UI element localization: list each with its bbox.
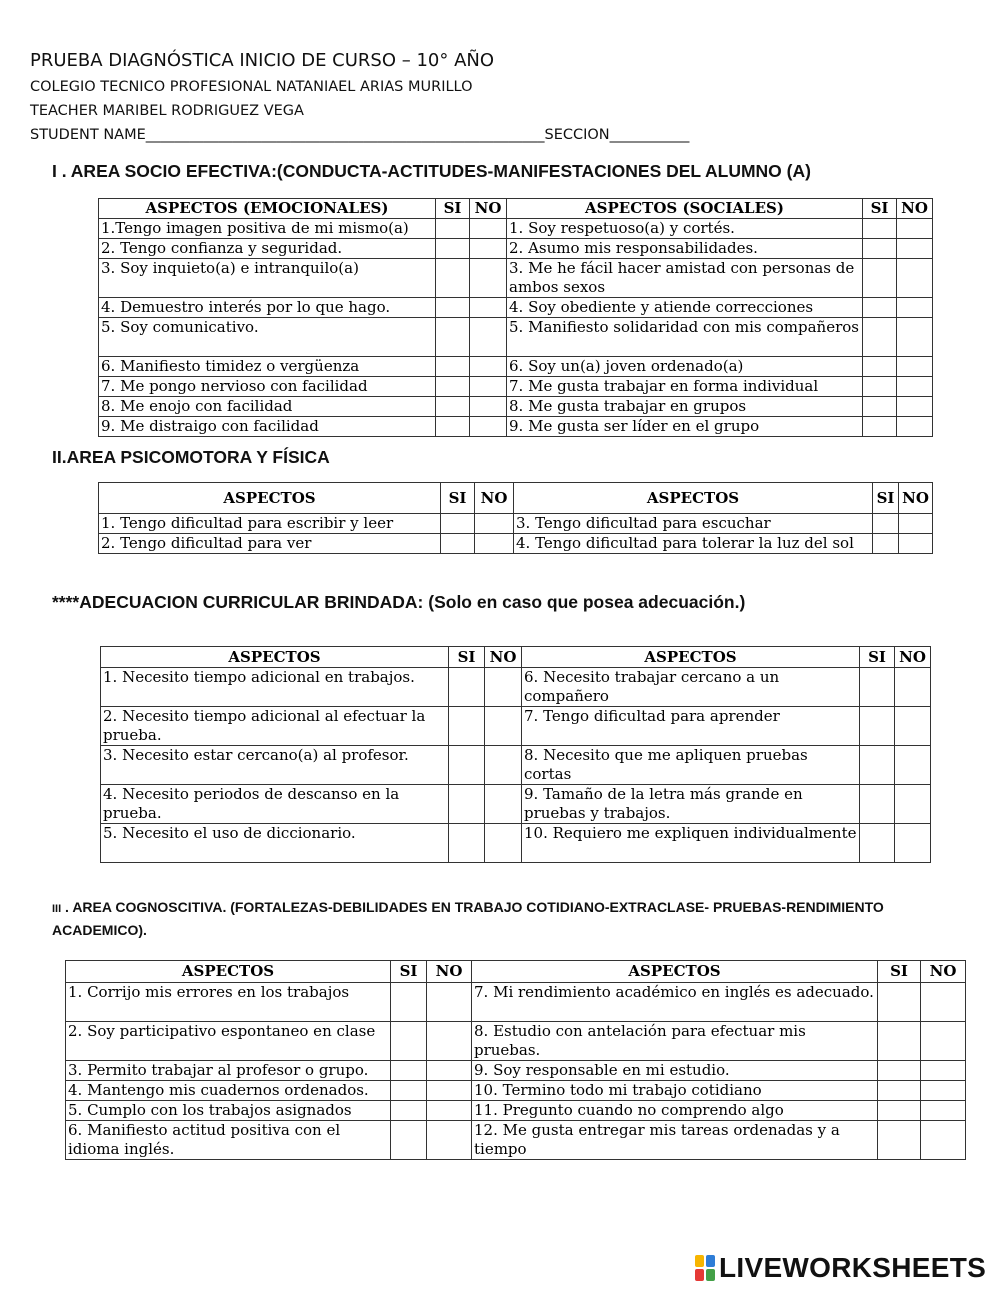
column-header-si: SI <box>391 961 427 983</box>
table-row <box>99 357 933 377</box>
si-checkbox[interactable] <box>863 298 897 318</box>
si-checkbox[interactable] <box>391 1022 427 1061</box>
table-row <box>66 1061 966 1081</box>
teacher-name: TEACHER MARIBEL RODRIGUEZ VEGA <box>30 103 304 119</box>
table-row <box>99 318 933 357</box>
section-number: III <box>52 903 62 915</box>
no-checkbox[interactable] <box>485 668 522 707</box>
aspect-cell: 9. Tamaño de la letra más grande en pruebas y trabajos. <box>522 785 860 824</box>
school-name: COLEGIO TECNICO PROFESIONAL NATANIAEL ARIAS MURILLO <box>30 79 473 95</box>
no-checkbox[interactable] <box>897 377 933 397</box>
column-header-si: SI <box>878 961 921 983</box>
column-header-no: NO <box>427 961 472 983</box>
aspect-cell: 6. Manifiesto timidez o vergüenza <box>99 357 436 377</box>
column-header: ASPECTOS <box>66 961 391 983</box>
si-checkbox[interactable] <box>863 219 897 239</box>
aspect-cell: 4. Demuestro interés por lo que hago. <box>99 298 436 318</box>
si-checkbox[interactable] <box>878 1121 921 1160</box>
no-checkbox[interactable] <box>485 824 522 863</box>
column-header: ASPECTOS <box>99 483 441 514</box>
no-checkbox[interactable] <box>921 1081 966 1101</box>
column-header: ASPECTOS (EMOCIONALES) <box>99 199 436 219</box>
si-checkbox[interactable] <box>436 318 470 357</box>
section-socio-efectiva-title: I . AREA SOCIO EFECTIVA:(CONDUCTA-ACTITUDES-MANIFESTACIONES DEL ALUMNO (A) <box>52 161 811 181</box>
no-checkbox[interactable] <box>470 239 507 259</box>
aspect-cell: 1. Tengo dificultad para escribir y leer <box>99 514 441 534</box>
aspect-cell: 6. Soy un(a) joven ordenado(a) <box>507 357 863 377</box>
si-checkbox[interactable] <box>391 1081 427 1101</box>
si-checkbox[interactable] <box>391 983 427 1022</box>
column-header: ASPECTOS <box>101 647 449 668</box>
no-checkbox[interactable] <box>897 417 933 437</box>
column-header: ASPECTOS (SOCIALES) <box>507 199 863 219</box>
table-row <box>99 298 933 318</box>
column-header-no: NO <box>897 199 933 219</box>
aspect-cell: 3. Tengo dificultad para escuchar <box>514 514 873 534</box>
no-checkbox[interactable] <box>427 983 472 1022</box>
column-header-si: SI <box>449 647 485 668</box>
no-checkbox[interactable] <box>485 785 522 824</box>
aspect-cell: 2. Soy participativo espontaneo en clase <box>66 1022 391 1061</box>
aspect-cell: 4. Necesito periodos de descanso en la prueba. <box>101 785 449 824</box>
no-checkbox[interactable] <box>427 1101 472 1121</box>
table-row <box>99 417 933 437</box>
aspect-cell: 5. Manifiesto solidaridad con mis compañeros <box>507 318 863 357</box>
no-checkbox[interactable] <box>470 357 507 377</box>
no-checkbox[interactable] <box>470 377 507 397</box>
no-checkbox[interactable] <box>899 534 933 554</box>
no-checkbox[interactable] <box>427 1121 472 1160</box>
no-checkbox[interactable] <box>895 746 931 785</box>
si-checkbox[interactable] <box>436 298 470 318</box>
si-checkbox[interactable] <box>436 219 470 239</box>
aspect-cell: 4. Mantengo mis cuadernos ordenados. <box>66 1081 391 1101</box>
si-checkbox[interactable] <box>878 1081 921 1101</box>
no-checkbox[interactable] <box>470 298 507 318</box>
no-checkbox[interactable] <box>470 219 507 239</box>
no-checkbox[interactable] <box>470 318 507 357</box>
aspect-cell: 9. Soy responsable en mi estudio. <box>472 1061 878 1081</box>
table-header-row <box>66 961 966 983</box>
column-header: ASPECTOS <box>522 647 860 668</box>
aspect-cell: 3. Soy inquieto(a) e intranquilo(a) <box>99 259 436 298</box>
worksheet-title: PRUEBA DIAGNÓSTICA INICIO DE CURSO – 10° AÑO <box>30 50 495 71</box>
column-header-si: SI <box>436 199 470 219</box>
column-header-no: NO <box>921 961 966 983</box>
student-name-line: STUDENT NAME_______________________________________________________SECCION___________ <box>30 127 690 143</box>
no-checkbox[interactable] <box>899 514 933 534</box>
aspect-cell: 9. Me gusta ser líder en el grupo <box>507 417 863 437</box>
column-header-si: SI <box>441 483 475 514</box>
no-checkbox[interactable] <box>485 746 522 785</box>
si-checkbox[interactable] <box>873 514 899 534</box>
aspect-cell: 3. Permito trabajar al profesor o grupo. <box>66 1061 391 1081</box>
no-checkbox[interactable] <box>895 785 931 824</box>
aspect-cell: 7. Tengo dificultad para aprender <box>522 707 860 746</box>
si-checkbox[interactable] <box>449 707 485 746</box>
column-header-si: SI <box>863 199 897 219</box>
aspect-cell: 11. Pregunto cuando no comprendo algo <box>472 1101 878 1121</box>
aspect-cell: 7. Me gusta trabajar en forma individual <box>507 377 863 397</box>
logo-tile <box>695 1255 704 1267</box>
si-checkbox[interactable] <box>449 824 485 863</box>
column-header-si: SI <box>860 647 895 668</box>
aspect-cell: 8. Me gusta trabajar en grupos <box>507 397 863 417</box>
aspect-cell: 8. Estudio con antelación para efectuar mis pruebas. <box>472 1022 878 1061</box>
table-row <box>99 514 933 534</box>
table-row <box>101 785 931 824</box>
table-row <box>99 534 933 554</box>
no-checkbox[interactable] <box>427 1022 472 1061</box>
column-header-si: SI <box>873 483 899 514</box>
no-checkbox[interactable] <box>427 1061 472 1081</box>
si-checkbox[interactable] <box>436 417 470 437</box>
table-header-row <box>99 199 933 219</box>
aspect-cell: 4. Tengo dificultad para tolerar la luz del sol <box>514 534 873 554</box>
no-checkbox[interactable] <box>895 707 931 746</box>
si-checkbox[interactable] <box>449 668 485 707</box>
si-checkbox[interactable] <box>873 534 899 554</box>
aspect-cell: 1. Soy respetuoso(a) y cortés. <box>507 219 863 239</box>
no-checkbox[interactable] <box>897 239 933 259</box>
table-row <box>101 707 931 746</box>
si-checkbox[interactable] <box>441 534 475 554</box>
table-header-row <box>99 483 933 514</box>
no-checkbox[interactable] <box>470 397 507 417</box>
section-title-text: . AREA COGNOSCITIVA. (FORTALEZAS-DEBILIDADES EN TRABAJO COTIDIANO-EXTRACLASE- PRUEBAS-RENDIMIENTO ACADEMICO). <box>52 899 884 938</box>
si-checkbox[interactable] <box>436 357 470 377</box>
aspect-cell: 7. Mi rendimiento académico en inglés es adecuado. <box>472 983 878 1022</box>
aspect-cell: 10. Requiero me expliquen individualmente <box>522 824 860 863</box>
aspect-cell: 3. Necesito estar cercano(a) al profesor. <box>101 746 449 785</box>
aspect-cell: 2. Asumo mis responsabilidades. <box>507 239 863 259</box>
socio-efectiva-table <box>98 198 933 437</box>
column-header: ASPECTOS <box>472 961 878 983</box>
no-checkbox[interactable] <box>897 298 933 318</box>
table-row <box>99 377 933 397</box>
no-checkbox[interactable] <box>897 318 933 357</box>
table-row <box>66 983 966 1022</box>
si-checkbox[interactable] <box>436 397 470 417</box>
no-checkbox[interactable] <box>921 1022 966 1061</box>
aspect-cell: 6. Manifiesto actitud positiva con el idioma inglés. <box>66 1121 391 1160</box>
si-checkbox[interactable] <box>860 707 895 746</box>
table-row <box>66 1022 966 1061</box>
table-row <box>99 397 933 417</box>
si-checkbox[interactable] <box>863 357 897 377</box>
aspect-cell: 10. Termino todo mi trabajo cotidiano <box>472 1081 878 1101</box>
si-checkbox[interactable] <box>436 239 470 259</box>
section-adecuacion-title: ****ADECUACION CURRICULAR BRINDADA: (Solo en caso que posea adecuación.) <box>52 592 746 612</box>
aspect-cell: 1.Tengo imagen positiva de mi mismo(a) <box>99 219 436 239</box>
si-checkbox[interactable] <box>860 824 895 863</box>
aspect-cell: 8. Me enojo con facilidad <box>99 397 436 417</box>
si-checkbox[interactable] <box>878 1022 921 1061</box>
no-checkbox[interactable] <box>921 1061 966 1081</box>
brand-name: LIVEWORKSHEETS <box>719 1252 987 1283</box>
no-checkbox[interactable] <box>470 259 507 298</box>
si-checkbox[interactable] <box>863 318 897 357</box>
adecuacion-table <box>100 646 931 863</box>
aspect-cell: 2. Tengo dificultad para ver <box>99 534 441 554</box>
no-checkbox[interactable] <box>897 219 933 239</box>
table-row <box>66 1121 966 1160</box>
logo-tile <box>695 1269 704 1281</box>
table-row <box>99 259 933 298</box>
si-checkbox[interactable] <box>878 1061 921 1081</box>
si-checkbox[interactable] <box>863 239 897 259</box>
liveworksheets-logo[interactable] <box>695 1253 986 1283</box>
table-header-row <box>101 647 931 668</box>
si-checkbox[interactable] <box>863 377 897 397</box>
si-checkbox[interactable] <box>391 1101 427 1121</box>
aspect-cell: 2. Necesito tiempo adicional al efectuar la prueba. <box>101 707 449 746</box>
column-header-no: NO <box>899 483 933 514</box>
psicomotora-table <box>98 482 933 554</box>
table-row <box>66 1081 966 1101</box>
section-cognoscitiva-title <box>52 897 932 941</box>
aspect-cell: 12. Me gusta entregar mis tareas ordenadas y a tiempo <box>472 1121 878 1160</box>
si-checkbox[interactable] <box>863 397 897 417</box>
no-checkbox[interactable] <box>921 983 966 1022</box>
aspect-cell: 3. Me he fácil hacer amistad con personas de ambos sexos <box>507 259 863 298</box>
logo-tile <box>706 1269 715 1281</box>
table-row <box>66 1101 966 1121</box>
column-header: ASPECTOS <box>514 483 873 514</box>
table-row <box>101 824 931 863</box>
si-checkbox[interactable] <box>436 377 470 397</box>
si-checkbox[interactable] <box>449 785 485 824</box>
si-checkbox[interactable] <box>391 1061 427 1081</box>
no-checkbox[interactable] <box>470 417 507 437</box>
aspect-cell: 7. Me pongo nervioso con facilidad <box>99 377 436 397</box>
aspect-cell: 5. Soy comunicativo. <box>99 318 436 357</box>
no-checkbox[interactable] <box>921 1121 966 1160</box>
aspect-cell: 5. Cumplo con los trabajos asignados <box>66 1101 391 1121</box>
column-header-no: NO <box>895 647 931 668</box>
no-checkbox[interactable] <box>427 1081 472 1101</box>
cognoscitiva-table <box>65 960 966 1160</box>
aspect-cell: 1. Necesito tiempo adicional en trabajos. <box>101 668 449 707</box>
no-checkbox[interactable] <box>485 707 522 746</box>
logo-tile <box>706 1255 715 1267</box>
si-checkbox[interactable] <box>449 746 485 785</box>
column-header-no: NO <box>475 483 514 514</box>
aspect-cell: 5. Necesito el uso de diccionario. <box>101 824 449 863</box>
aspect-cell: 9. Me distraigo con facilidad <box>99 417 436 437</box>
table-row <box>99 219 933 239</box>
column-header-no: NO <box>485 647 522 668</box>
si-checkbox[interactable] <box>860 668 895 707</box>
si-checkbox[interactable] <box>436 259 470 298</box>
no-checkbox[interactable] <box>475 514 514 534</box>
table-row <box>99 239 933 259</box>
aspect-cell: 1. Corrijo mis errores en los trabajos <box>66 983 391 1022</box>
si-checkbox[interactable] <box>878 983 921 1022</box>
aspect-cell: 6. Necesito trabajar cercano a un compañero <box>522 668 860 707</box>
column-header-no: NO <box>470 199 507 219</box>
no-checkbox[interactable] <box>897 357 933 377</box>
no-checkbox[interactable] <box>897 397 933 417</box>
si-checkbox[interactable] <box>863 259 897 298</box>
liveworksheets-logo-icon <box>695 1255 715 1281</box>
no-checkbox[interactable] <box>895 824 931 863</box>
table-row <box>101 746 931 785</box>
si-checkbox[interactable] <box>863 417 897 437</box>
si-checkbox[interactable] <box>860 746 895 785</box>
si-checkbox[interactable] <box>391 1121 427 1160</box>
no-checkbox[interactable] <box>895 668 931 707</box>
section-psicomotora-title: II.AREA PSICOMOTORA Y FÍSICA <box>52 447 330 467</box>
table-row <box>101 668 931 707</box>
si-checkbox[interactable] <box>878 1101 921 1121</box>
aspect-cell: 2. Tengo confianza y seguridad. <box>99 239 436 259</box>
no-checkbox[interactable] <box>921 1101 966 1121</box>
aspect-cell: 4. Soy obediente y atiende correcciones <box>507 298 863 318</box>
aspect-cell: 8. Necesito que me apliquen pruebas cortas <box>522 746 860 785</box>
si-checkbox[interactable] <box>860 785 895 824</box>
no-checkbox[interactable] <box>475 534 514 554</box>
no-checkbox[interactable] <box>897 259 933 298</box>
si-checkbox[interactable] <box>441 514 475 534</box>
